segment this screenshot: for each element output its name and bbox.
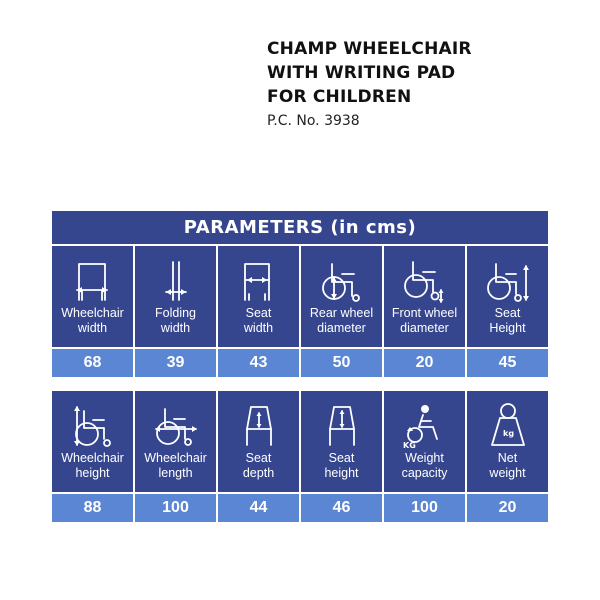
param-label: Wheelchair height bbox=[61, 451, 124, 480]
param-cell-seat-height bbox=[467, 246, 548, 347]
param-value-front-wheel-diameter: 20 bbox=[384, 349, 465, 377]
param-cell-wheelchair-length bbox=[135, 391, 216, 492]
param-label: Wheelchair length bbox=[144, 451, 207, 480]
param-value-net-weight: 20 bbox=[467, 494, 548, 522]
parameters-table bbox=[52, 211, 548, 532]
seat-depth-icon bbox=[235, 401, 283, 449]
param-label: Net weight bbox=[489, 451, 526, 480]
param-cell-seat-width bbox=[218, 246, 299, 347]
param-cell-seat-height-side bbox=[301, 391, 382, 492]
param-cell-wheelchair-width bbox=[52, 246, 133, 347]
front-frame-width-icon bbox=[69, 256, 117, 304]
product-title-line-2: WITH WRITING PAD bbox=[267, 63, 456, 83]
param-value-seat-height-side: 46 bbox=[301, 494, 382, 522]
param-cell-weight-capacity bbox=[384, 391, 465, 492]
param-cell-front-wheel-diameter bbox=[384, 246, 465, 347]
param-value-rear-wheel-diameter: 50 bbox=[301, 349, 382, 377]
product-title-line-1: CHAMP WHEELCHAIR bbox=[267, 39, 472, 59]
seat-height-side-icon bbox=[318, 401, 366, 449]
param-value-seat-width: 43 bbox=[218, 349, 299, 377]
icon-kg-text: KG bbox=[403, 441, 416, 450]
param-cell-net-weight bbox=[467, 391, 548, 492]
param-value-wheelchair-height: 88 bbox=[52, 494, 133, 522]
folded-frame-icon bbox=[152, 256, 200, 304]
param-cell-rear-wheel-diameter bbox=[301, 246, 382, 347]
param-label: Seat Height bbox=[489, 306, 526, 335]
net-weight-icon bbox=[484, 401, 532, 449]
front-wheel-icon bbox=[401, 256, 449, 304]
param-value-seat-height: 45 bbox=[467, 349, 548, 377]
param-cell-wheelchair-height bbox=[52, 391, 133, 492]
param-value-weight-capacity: 100 bbox=[384, 494, 465, 522]
param-cell-folding-width bbox=[135, 246, 216, 347]
wheelchair-length-icon bbox=[152, 401, 200, 449]
param-cell-seat-depth bbox=[218, 391, 299, 492]
rear-wheel-icon bbox=[318, 256, 366, 304]
param-label: Weight capacity bbox=[401, 451, 448, 480]
param-value-wheelchair-length: 100 bbox=[135, 494, 216, 522]
param-value-folding-width: 39 bbox=[135, 349, 216, 377]
weight-capacity-icon bbox=[401, 401, 449, 449]
param-label: Wheelchair width bbox=[61, 306, 124, 335]
product-code: P.C. No. 3938 bbox=[267, 113, 360, 129]
param-label: Seat height bbox=[324, 451, 359, 480]
parameters-header: PARAMETERS (in cms) bbox=[52, 211, 548, 244]
param-label: Seat depth bbox=[242, 451, 275, 480]
wheelchair-height-icon bbox=[69, 401, 117, 449]
param-value-seat-depth: 44 bbox=[218, 494, 299, 522]
param-value-wheelchair-width: 68 bbox=[52, 349, 133, 377]
seat-width-icon bbox=[235, 256, 283, 304]
param-label: Front wheel diameter bbox=[391, 306, 458, 335]
param-label: Folding width bbox=[155, 306, 196, 335]
param-label: Seat width bbox=[243, 306, 274, 335]
product-title-line-3: FOR CHILDREN bbox=[267, 87, 412, 107]
param-label: Rear wheel diameter bbox=[309, 306, 374, 335]
product-title-block bbox=[267, 37, 472, 129]
seat-height-icon bbox=[484, 256, 532, 304]
icon-kg-text: kg bbox=[503, 429, 515, 438]
